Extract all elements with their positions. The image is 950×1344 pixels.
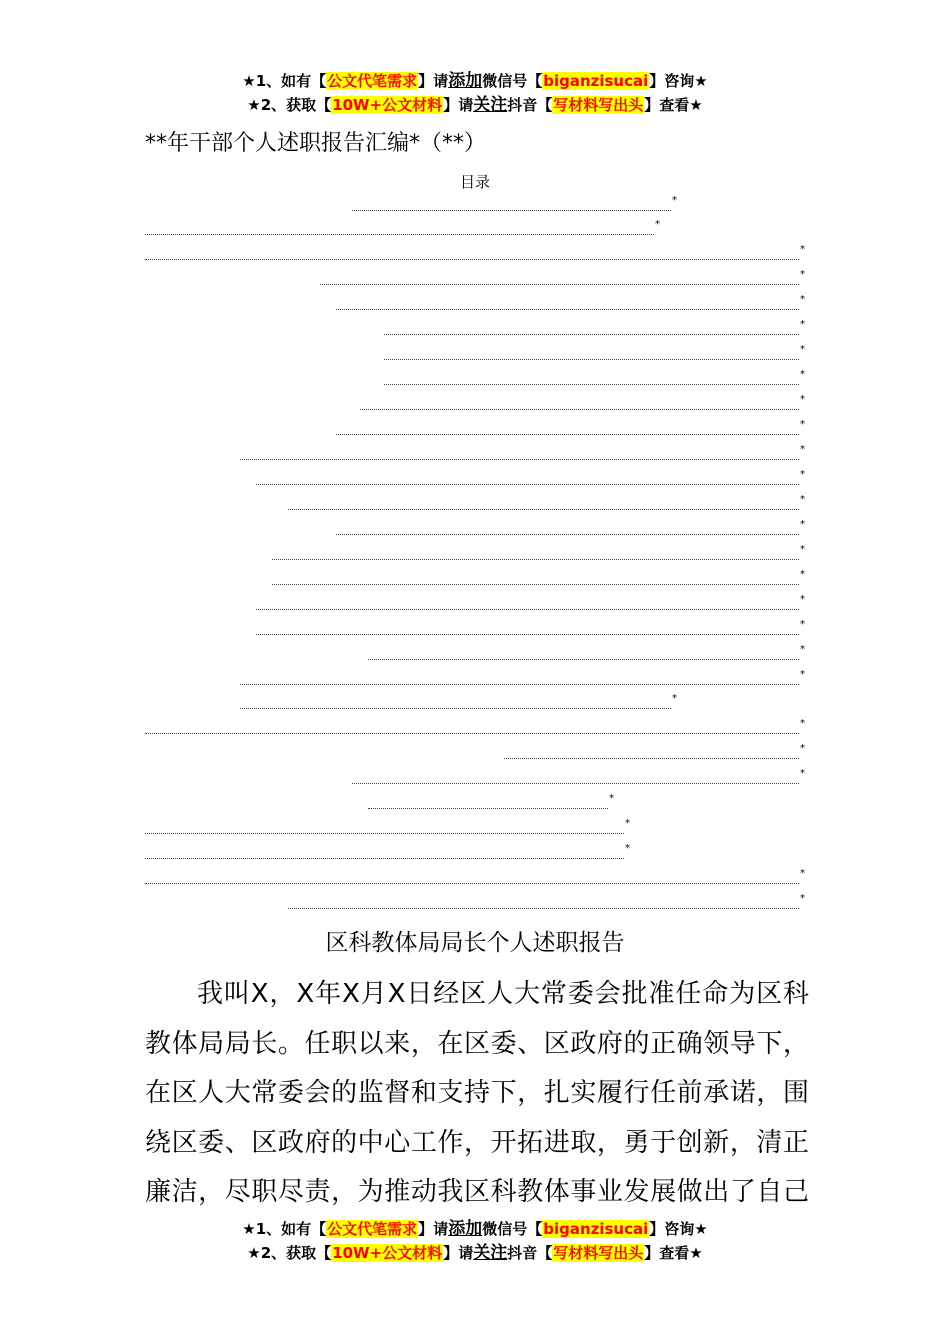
banner-text: ★2、获取【 — [247, 96, 332, 114]
toc-dot-leader — [352, 210, 671, 211]
toc-page-marker: * — [800, 743, 805, 754]
toc-page-marker: * — [800, 893, 805, 904]
toc-page-marker: * — [800, 644, 805, 655]
toc-dot-leader — [145, 733, 799, 734]
toc-page-marker: * — [609, 793, 614, 804]
toc-dot-leader — [368, 659, 799, 660]
toc-dot-leader — [145, 858, 624, 859]
toc-dot-leader — [384, 334, 799, 335]
document-title: **年干部个人述职报告汇编*（**） — [145, 131, 487, 156]
banner-highlight: 公文代笔需求 — [327, 1220, 418, 1238]
toc-entry — [145, 818, 630, 837]
banner-text: 】查看★ — [644, 96, 703, 114]
toc-entry — [240, 693, 677, 712]
toc-dot-leader — [336, 309, 799, 310]
toc-entry — [145, 868, 805, 887]
toc-entry — [256, 619, 805, 638]
toc-page-marker: * — [800, 619, 805, 630]
banner-text: ★1、如有【 — [242, 72, 327, 90]
toc-dot-leader — [145, 883, 799, 884]
toc-entry — [384, 319, 805, 338]
toc-dot-leader — [336, 534, 799, 535]
toc-dot-leader — [288, 509, 799, 510]
toc-page-marker: * — [800, 594, 805, 605]
toc-dot-leader — [504, 758, 799, 759]
banner-text: 微信号【 — [482, 72, 543, 90]
body-paragraph: 我叫X，X年X月X日经区人大常委会批准任命为区科教体局局长。任职以来，在区委、区政府的正确领导下，在区人大常委会的监督和支持下，扎实履行任前承诺，围绕区委、区政府的中心工作，开拓进取，勇于创新，清正廉洁，尽职尽责，为推动我区科教体事业发展做出了自己 — [145, 979, 809, 1207]
toc-page-marker: * — [625, 818, 630, 829]
banner-highlight: 10W+公文材料 — [332, 1244, 443, 1262]
toc-page-marker: * — [800, 344, 805, 355]
toc-entry — [288, 494, 805, 513]
toc-entry — [352, 195, 677, 214]
toc-entry — [256, 469, 805, 488]
toc-dot-leader — [320, 284, 799, 285]
banner-underlined: 关注 — [473, 1243, 508, 1263]
toc-page-marker: * — [800, 718, 805, 729]
toc-entry — [240, 669, 805, 688]
banner-text: ★1、如有【 — [242, 1220, 327, 1238]
toc-page-marker: * — [800, 244, 805, 255]
toc-dot-leader — [288, 908, 799, 909]
toc-entry — [384, 369, 805, 388]
banner-underlined: 添加 — [448, 71, 483, 91]
toc-page-marker: * — [800, 868, 805, 879]
toc-dot-leader — [368, 808, 608, 809]
toc-entry — [272, 544, 805, 563]
toc-dot-leader — [336, 434, 799, 435]
banner-highlight: 10W+公文材料 — [332, 96, 443, 114]
promo-banner-bottom-2 — [0, 1242, 950, 1264]
toc-dot-leader — [256, 484, 799, 485]
toc-dot-leader — [272, 559, 799, 560]
toc-entry — [240, 444, 805, 463]
toc-page-marker: * — [800, 394, 805, 405]
toc-page-marker: * — [800, 768, 805, 779]
toc-page-marker: * — [672, 195, 677, 206]
toc-entry — [145, 843, 630, 862]
banner-text: 抖音【 — [507, 1244, 553, 1262]
toc-heading: 目录 — [459, 173, 490, 191]
toc-page-marker: * — [800, 319, 805, 330]
banner-highlight: biganzisucai — [543, 72, 649, 90]
toc-page-marker: * — [625, 843, 630, 854]
toc-dot-leader — [384, 359, 799, 360]
banner-text: 】查看★ — [644, 1244, 703, 1262]
toc-entry — [336, 419, 805, 438]
toc-entry — [320, 269, 805, 288]
toc-dot-leader — [360, 409, 799, 410]
toc-dot-leader — [384, 384, 799, 385]
toc-dot-leader — [256, 634, 799, 635]
banner-text: 】请 — [418, 72, 449, 90]
toc-entry — [368, 793, 614, 812]
toc-entry — [336, 294, 805, 313]
promo-banner-top-1 — [0, 70, 950, 92]
toc-page-marker: * — [800, 569, 805, 580]
toc-page-marker: * — [800, 494, 805, 505]
toc-dot-leader — [240, 708, 671, 709]
toc-page-marker: * — [800, 544, 805, 555]
banner-highlight: 公文代笔需求 — [327, 72, 418, 90]
toc-entry — [145, 718, 805, 737]
banner-highlight: biganzisucai — [543, 1220, 649, 1238]
promo-banner-bottom-1 — [0, 1218, 950, 1240]
toc-page-marker: * — [800, 419, 805, 430]
banner-highlight: 写材料写出头 — [553, 1244, 644, 1262]
banner-highlight: 写材料写出头 — [553, 96, 644, 114]
toc-page-marker: * — [800, 444, 805, 455]
toc-page-marker: * — [800, 294, 805, 305]
toc-dot-leader — [272, 584, 799, 585]
banner-text: 】请 — [443, 96, 474, 114]
toc-entry — [256, 594, 805, 613]
banner-text: ★2、获取【 — [247, 1244, 332, 1262]
toc-dot-leader — [352, 783, 799, 784]
toc-entry — [272, 569, 805, 588]
toc-entry — [384, 344, 805, 363]
toc-page-marker: * — [800, 369, 805, 380]
toc-dot-leader — [256, 609, 799, 610]
toc-entry — [336, 519, 805, 538]
toc-entry — [504, 743, 805, 762]
banner-underlined: 添加 — [448, 1219, 483, 1239]
banner-text: 】请 — [418, 1220, 449, 1238]
toc-page-marker: * — [800, 519, 805, 530]
banner-underlined: 关注 — [473, 95, 508, 115]
toc-page-marker: * — [672, 693, 677, 704]
banner-text: 】请 — [443, 1244, 474, 1262]
toc-page-marker: * — [800, 669, 805, 680]
toc-entry — [288, 893, 805, 912]
toc-dot-leader — [240, 459, 799, 460]
toc-entry — [368, 644, 805, 663]
toc-page-marker: * — [655, 219, 660, 230]
toc-entry — [360, 394, 805, 413]
toc-entry — [145, 219, 660, 238]
toc-page-marker: * — [800, 269, 805, 280]
banner-text: 抖音【 — [507, 96, 553, 114]
banner-text: 】咨询★ — [649, 1220, 708, 1238]
section-title: 区科教体局局长个人述职报告 — [325, 930, 625, 956]
banner-text: 微信号【 — [482, 1220, 543, 1238]
promo-banner-top-2 — [0, 94, 950, 116]
toc-dot-leader — [145, 234, 654, 235]
toc-dot-leader — [145, 259, 799, 260]
banner-text: 】咨询★ — [649, 72, 708, 90]
toc-dot-leader — [145, 833, 624, 834]
toc-page-marker: * — [800, 469, 805, 480]
toc-entry — [145, 244, 805, 263]
toc-entry — [352, 768, 805, 787]
toc-dot-leader — [240, 684, 799, 685]
